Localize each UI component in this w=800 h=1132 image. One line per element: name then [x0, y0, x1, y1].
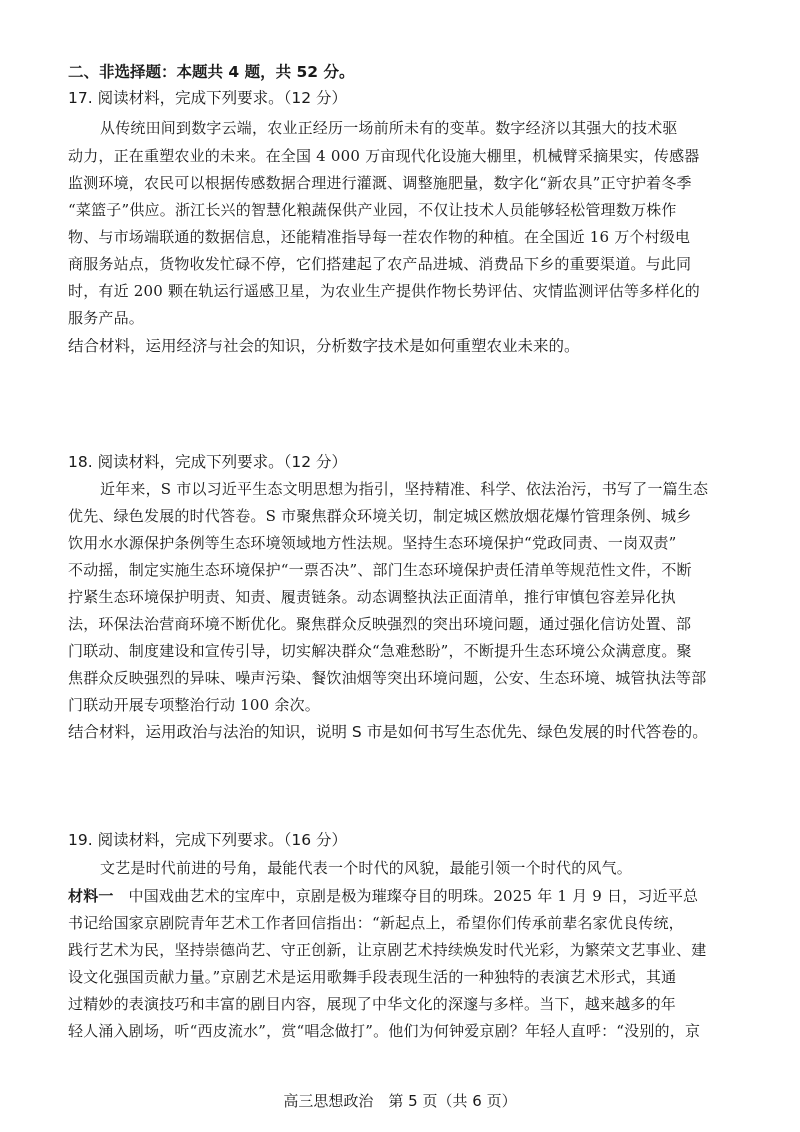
q18-line: 法，环保法治营商环境不断优化。聚焦群众反映强烈的突出环境问题，通过强化信访处置、部: [68, 615, 692, 633]
q19-line: 设文化强国贡献力量。”京剧艺术是运用歌舞手段表现生活的一种独特的表演艺术形式，其通: [68, 968, 677, 986]
page-footer: 高三思想政治 第 5 页（共 6 页）: [283, 1092, 517, 1110]
q18-line: 优先、绿色发展的时代答卷。S 市聚焦群众环境关切，制定城区燃放烟花爆竹管理条例、城乡: [68, 507, 692, 525]
q17-line: 物、与市场端联通的数据信息，还能精准指导每一茬农作物的种植。在全国近 16 万个村级电: [68, 228, 691, 246]
q19-material-line: [68, 886, 738, 906]
q17-line: 动力，正在重塑农业的未来。在全国 4 000 万亩现代化设施大棚里，机械臂采摘果实，传感器: [68, 147, 700, 165]
q19-line: 书记给国家京剧院青年艺术工作者回信指出：“新起点上，希望你们传承前辈名家优良传统，: [68, 914, 684, 932]
q17-line: 时，有近 200 颗在轨运行遥感卫星，为农业生产提供作物长势评估、灾情监测评估等多样化的: [68, 282, 700, 300]
q18-line: 焦群众反映强烈的异味、噪声污染、餐饮油烟等突出环境问题，公安、生态环境、城管执法等部: [68, 669, 707, 687]
q17-line: 商服务站点，货物收发忙碌不停，它们搭建起了农产品进城、消费品下乡的重要渠道。与此同: [68, 255, 692, 273]
q19-intro: 文艺是时代前进的号角，最能代表一个时代的风貌，最能引领一个时代的风气。: [100, 859, 633, 877]
section-title: 二、非选择题：本题共 4 题，共 52 分。: [68, 63, 355, 81]
q18-line: 门联动、制度建设和宣传引导，切实解决群众“急难愁盼”，不断提升生态环境公众满意度。聚: [68, 642, 692, 660]
q19-line: 践行艺术为民，坚持崇德尚艺、守正创新，让京剧艺术持续焕发时代光彩，为繁荣文艺事业、建: [68, 941, 707, 959]
q18-line: 近年来，S 市以习近平生态文明思想为指引，坚持精准、科学、依法治污，书写了一篇生态: [100, 480, 709, 498]
q17-prompt: 结合材料，运用经济与社会的知识，分析数字技术是如何重塑农业未来的。: [68, 337, 580, 355]
q19-line: 轻人涌入剧场，听“西皮流水”，赏“唱念做打”。他们为何钟爱京剧？年轻人直呼：“没别的，京: [68, 1022, 701, 1040]
q17-line: “菜篮子”供应。浙江长兴的智慧化粮蔬保供产业园，不仅让技术人员能够轻松管理数万株作: [68, 201, 677, 219]
q17-line: 从传统田间到数字云端，农业正经历一场前所未有的变革。数字经济以其强大的技术驱: [100, 119, 678, 137]
q18-line: 不动摇，制定实施生态环境保护“一票否决”、部门生态环境保护责任清单等规范性文件，不断: [68, 561, 692, 579]
q18-line: 饮用水水源保护条例等生态环境领域地方性法规。坚持生态环境保护“党政同责、一岗双责”: [68, 534, 677, 552]
q17-line: 服务产品。: [68, 309, 145, 327]
q18-line: 门联动开展专项整治行动 100 余次。: [68, 696, 320, 714]
q19-material-label: 材料一: [68, 887, 114, 905]
q17-header: 17. 阅读材料，完成下列要求。（12 分）: [68, 89, 347, 107]
q19-line: 过精妙的表演技巧和丰富的剧目内容，展现了中华文化的深邃与多样。当下，越来越多的年: [68, 995, 677, 1013]
q18-header: 18. 阅读材料，完成下列要求。（12 分）: [68, 453, 347, 471]
q19-line: 中国戏曲艺术的宝库中，京剧是极为璀璨夺目的明珠。2025 年 1 月 9 日，习近平总: [128, 887, 699, 905]
q18-prompt: 结合材料，运用政治与法治的知识，说明 S 市是如何书写生态优先、绿色发展的时代答卷的。: [68, 723, 708, 741]
q17-line: 监测环境，农民可以根据传感数据合理进行灌溉、调整施肥量，数字化“新农具”正守护着冬季: [68, 174, 692, 192]
q19-header: 19. 阅读材料，完成下列要求。（16 分）: [68, 831, 347, 849]
q18-line: 拧紧生态环境保护明责、知责、履责链条。动态调整执法正面清单，推行审慎包容差异化执: [68, 588, 677, 606]
